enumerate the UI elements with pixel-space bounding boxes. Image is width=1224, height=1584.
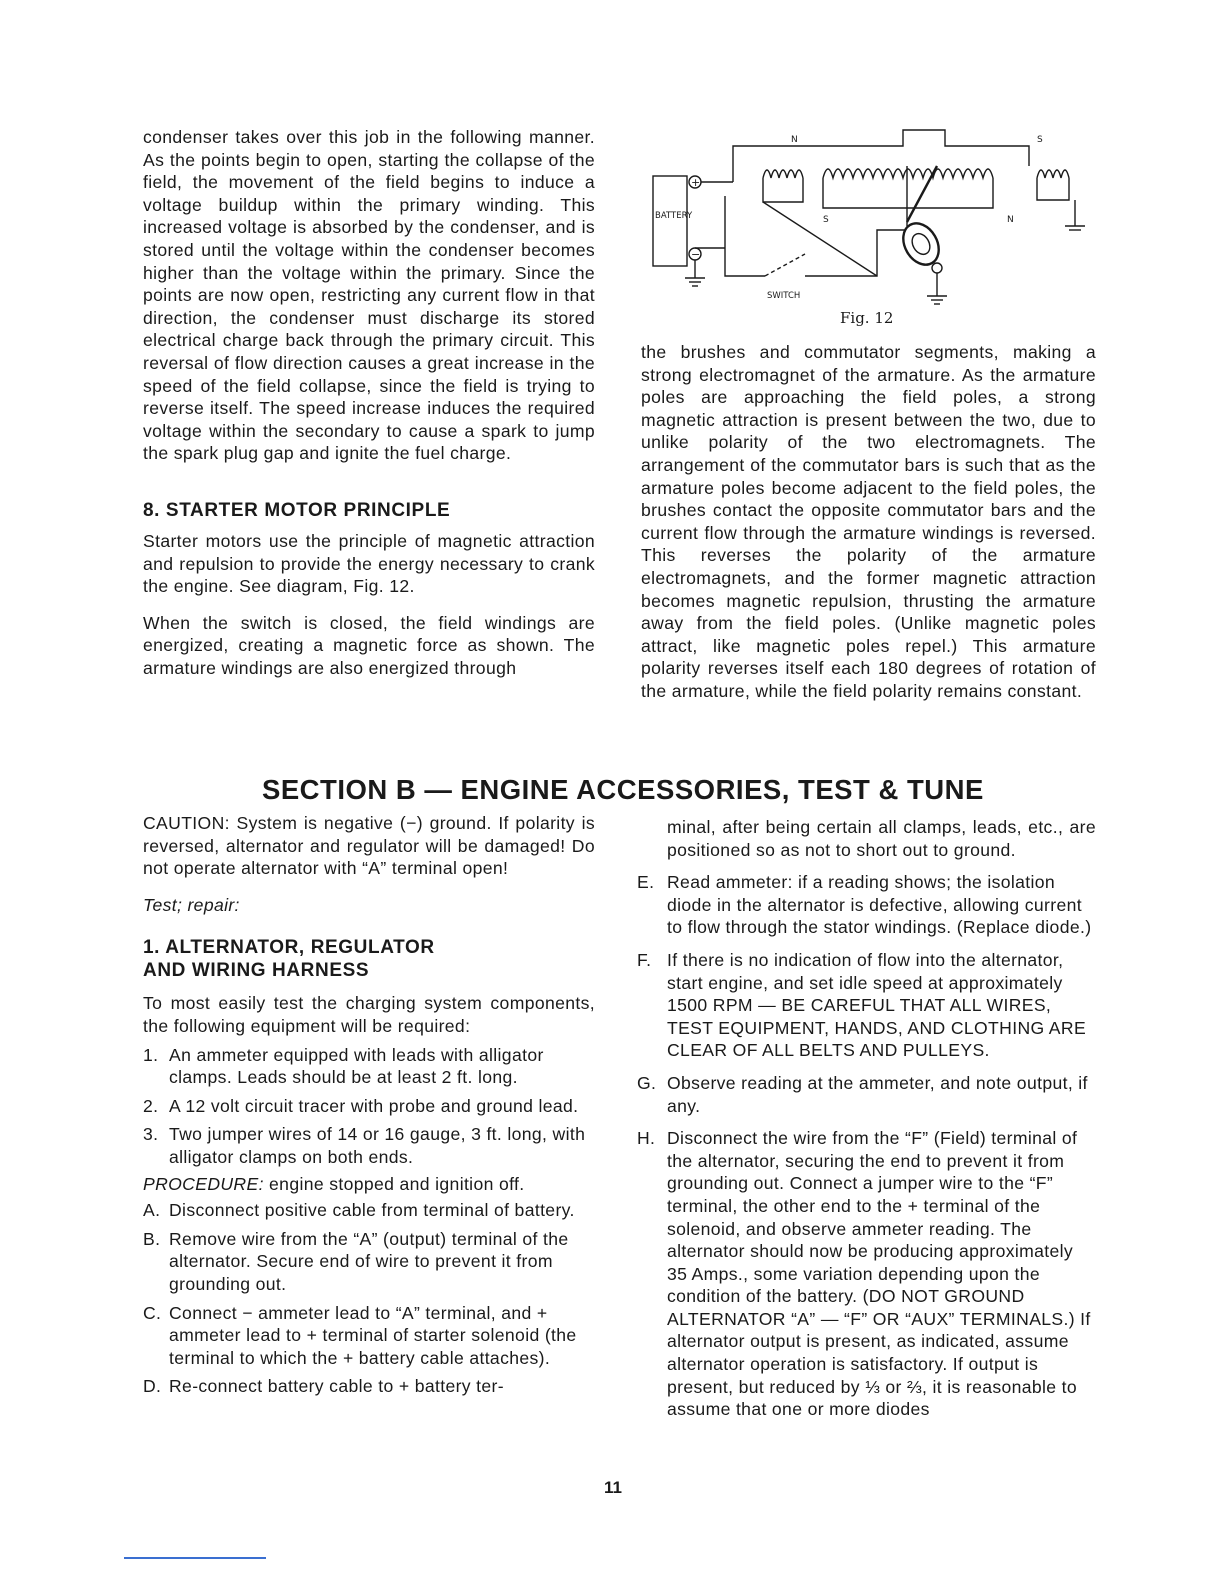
list-item: D. Re-connect battery cable to + battery ter- [143,1376,504,1397]
list-item: E. Read ammeter: if a reading shows; the isolation diode in the alternator is defective, allowing current to flow through the stator windings. (Replace diode.) [637,872,1092,938]
left-top-column [143,126,595,679]
minus-symbol: − [691,248,701,261]
list-item: 2. A 12 volt circuit tracer with probe and ground lead. [143,1095,579,1116]
armature-paragraph: the brushes and commutator segments, making a strong electromagnet of the armature. As the armature poles are approaching the field poles, a strong magnetic attraction is present between the two, due to unlike polarity of the two electromagnets. The arrangement of the commutator bars is such that as the armature poles become adjacent to the field poles, the brushes contact the opposite commutator bars and the current flow through the armature windings is reversed. This reverses the polarity of the armature electromagnets, and the former magnetic attraction becomes magnetic repulsion, thrusting the armature away from the field poles. (Unlike magnetic poles attract, like magnetic poles repel.) This armature polarity reverses itself each 180 degrees of rotation of the armature, while the field polarity remains constant. [641,342,1096,701]
list-item: B. Remove wire from the “A” (output) terminal of the alternator. Secure end of wire to prevent it from grounding out. [143,1228,569,1294]
list-item: 3. Two jumper wires of 14 or 16 gauge, 3 ft. long, with alligator clamps on both ends. [143,1124,586,1167]
list-item: G. Observe reading at the ammeter, and note output, if any. [637,1072,1088,1116]
section-title: SECTION B — ENGINE ACCESSORIES, TEST & TUNE [262,774,984,805]
plus-symbol: + [691,176,701,189]
procedure-line: PROCEDURE: engine stopped and ignition off. [143,1173,525,1194]
field-coils [763,166,1069,226]
pole-n-left: N [791,135,798,145]
alternator-heading-line-1: 1. ALTERNATOR, REGULATOR [143,937,435,959]
caution-paragraph: CAUTION: System is negative (−) ground. If polarity is reversed, alternator and regulator will be damaged! Do not operate alternator with “A” terminal open! [143,813,595,879]
list-item: H. Disconnect the wire from the “F” (Field) terminal of the alternator, securing the end to prevent it from grounding out. Connect a jumper wire to the “F” terminal, the other end to the + terminal of the solenoid, and observe ammeter reading. The alternator should now be producing approximately 35 Amps., some variation depending upon the condition of the battery. (DO NOT GROUND ALTERNATOR “A” — “F” OR “AUX” TERMINALS.) If alternator output is present, as indicated, assume alternator operation is satisfactory. If output is present, but reduced by ⅓ or ⅔, it is reasonable to assume that one or more diodes [637,1128,1091,1420]
right-bottom-column [637,816,1096,1431]
procedure-steps [143,1199,595,1398]
starter-motor-paragraph-1: Starter motors use the principle of magnetic attraction and repulsion to provide the energy necessary to crank the engine. See diagram, Fig. 12. [143,530,595,597]
left-bottom-column [143,812,595,1404]
list-item: 1. An ammeter equipped with leads with alligator clamps. Leads should be at least 2 ft. long. [143,1044,544,1088]
equipment-list [143,1044,595,1169]
list-item: F. If there is no indication of flow into the alternator, start engine, and set idle speed at approximately 1500 RPM — BE CAREFUL THAT ALL WIRES, TEST EQUIPMENT, HANDS, AND CLOTHING ARE CLEAR OF ALL BELTS AND PULLEYS. [637,949,1087,1061]
list-item: A. Disconnect positive cable from terminal of battery. [143,1200,575,1221]
pole-n-armature: N [1007,215,1014,225]
starter-motor-heading: 8. STARTER MOTOR PRINCIPLE [143,499,451,521]
step-d-continuation: minal, after being certain all clamps, leads, etc., are positioned so as not to short out to ground. [667,817,1096,860]
test-repair-label: Test; repair: [143,894,240,915]
equipment-intro: To most easily test the charging system components, the following equipment will be required: [143,993,595,1036]
figure-caption: Fig. 12 [840,309,894,327]
starter-motor-paragraph-2: When the switch is closed, the field windings are energized, creating a magnetic force as shown. The armature windings are also energized through [143,612,595,678]
page-number: 11 [604,1478,622,1497]
alternator-heading-line-2: AND WIRING HARNESS [143,960,370,982]
footer-divider [124,1557,266,1559]
pole-s-right: S [1037,135,1043,145]
switch-label: SWITCH [767,291,801,301]
condenser-paragraph: condenser takes over this job in the following manner. As the points begin to open, starting the collapse of the field, the movement of the field begins to induce a voltage buildup within the primary winding. This increased voltage is absorbed by the condenser, and is stored until the voltage within the condenser becomes higher than the voltage within the primary. Since the points are now open, restricting any current flow in that direction, the condenser must discharge its stored electrical charge back through the primary circuit. This reversal of flow direction causes a great increase in the speed of the field collapse, since the field is trying to reverse itself. The speed increase induces the required voltage within the secondary to cause a spark to jump the spark plug gap and ignite the fuel charge. [143,127,595,464]
procedure-steps-continued [637,871,1096,1421]
battery-box [653,176,687,266]
right-top-column [641,341,1096,703]
pole-s-armature: S [823,215,829,225]
armature [896,217,946,273]
battery-label: BATTERY [655,211,693,221]
starter-motor-diagram [645,126,1095,336]
list-item: C. Connect − ammeter lead to “A” terminal, and + ammeter lead to + terminal of starter solenoid (the terminal to which the + battery cable attaches). [143,1302,577,1368]
